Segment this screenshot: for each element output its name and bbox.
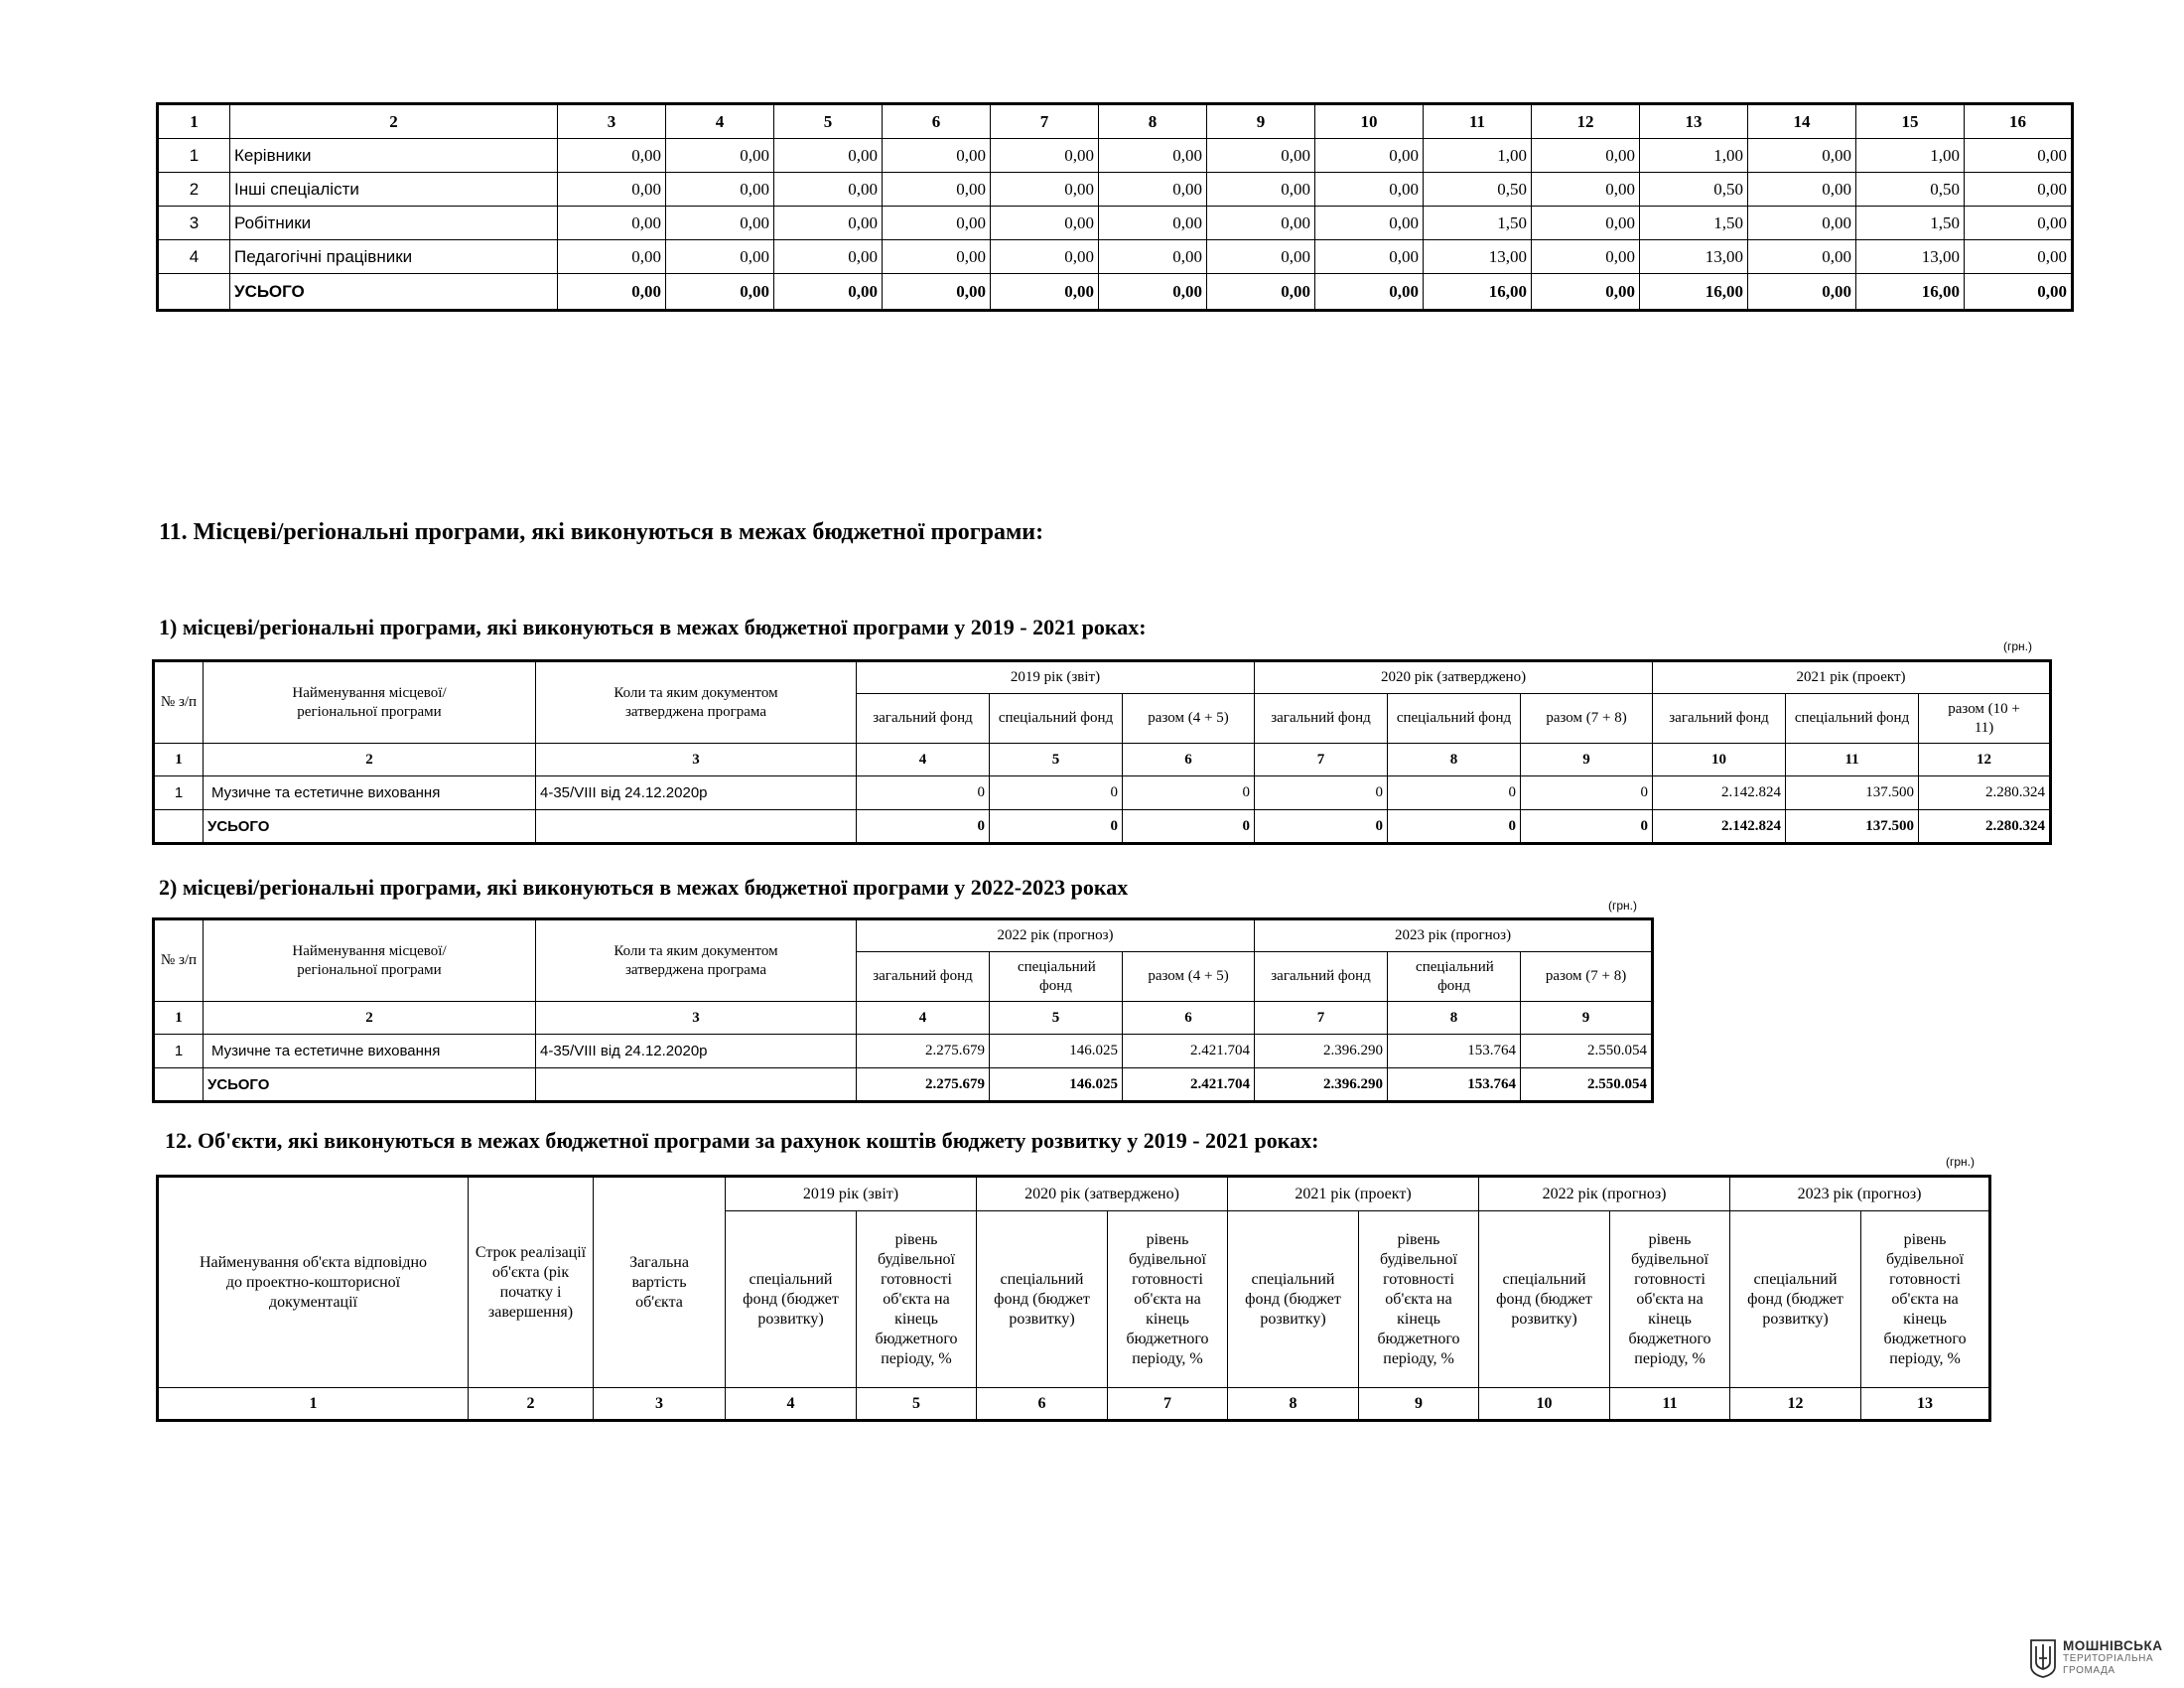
table-cell: 0,00 xyxy=(1965,240,2073,274)
table-row xyxy=(158,173,2073,207)
column-number: 13 xyxy=(1640,104,1748,139)
column-number: 10 xyxy=(1315,104,1424,139)
header-readiness-level: рівень будівельної готовності об'єкта на кінець бюджетного періоду, % xyxy=(857,1211,977,1388)
table-cell: 1,50 xyxy=(1424,207,1532,240)
unit-label: (грн.) xyxy=(2003,639,2033,653)
column-number: 4 xyxy=(857,1002,990,1035)
column-number: 3 xyxy=(536,744,857,776)
row-number: 1 xyxy=(154,1035,204,1068)
row-program-name: Музичне та естетичне виховання xyxy=(204,1035,536,1068)
capital-objects-table xyxy=(156,1175,1991,1422)
table-cell: 0 xyxy=(1255,776,1388,810)
header-year: 2019 рік (звіт) xyxy=(857,661,1255,694)
table-cell: 0,00 xyxy=(1748,139,1856,173)
header-approval-document: Коли та яким документом затверджена програма xyxy=(536,919,857,1002)
table-cell: 0,00 xyxy=(1207,139,1315,173)
table-cell: 0,00 xyxy=(666,173,774,207)
header-program-name: Найменування місцевої/регіональної програми xyxy=(204,661,536,744)
table-cell: 0,00 xyxy=(1965,173,2073,207)
column-number: 11 xyxy=(1786,744,1919,776)
column-number: 9 xyxy=(1521,1002,1653,1035)
column-number: 10 xyxy=(1653,744,1786,776)
column-number-row xyxy=(154,744,2051,776)
header-year: 2019 рік (звіт) xyxy=(726,1177,977,1211)
table-cell: 0,00 xyxy=(883,240,991,274)
table-cell: 0,00 xyxy=(1315,207,1424,240)
total-cell: 2.275.679 xyxy=(857,1068,990,1102)
table-cell: 146.025 xyxy=(990,1035,1123,1068)
table-cell: 2.142.824 xyxy=(1653,776,1786,810)
header-readiness-level: рівень будівельної готовності об'єкта на кінець бюджетного періоду, % xyxy=(1359,1211,1479,1388)
table-cell: 0,00 xyxy=(883,173,991,207)
table-cell: 0,00 xyxy=(1099,173,1207,207)
column-number: 1 xyxy=(154,1002,204,1035)
header-number: № з/п xyxy=(154,919,204,1002)
header-special-fund: спеціальний фонд (бюджет розвитку) xyxy=(726,1211,857,1388)
table-cell: 0,00 xyxy=(1532,139,1640,173)
column-number: 4 xyxy=(857,744,990,776)
table-cell: 0,00 xyxy=(1099,240,1207,274)
header-year: 2020 рік (затверджено) xyxy=(1255,661,1653,694)
header-general-fund: загальний фонд xyxy=(1255,952,1388,1002)
table-cell: 0,00 xyxy=(991,240,1099,274)
header-total: разом (4 + 5) xyxy=(1123,952,1255,1002)
total-cell: 0,00 xyxy=(1965,274,2073,311)
table-cell: 13,00 xyxy=(1640,240,1748,274)
column-number: 15 xyxy=(1856,104,1965,139)
table-cell: 0,50 xyxy=(1856,173,1965,207)
table-cell: 2.421.704 xyxy=(1123,1035,1255,1068)
column-number: 5 xyxy=(774,104,883,139)
table-cell: 0,50 xyxy=(1640,173,1748,207)
table-cell: 0 xyxy=(1388,776,1521,810)
header-special-fund: спеціальний фонд xyxy=(1388,694,1521,744)
total-cell: 0 xyxy=(857,810,990,844)
table-cell: 0 xyxy=(857,776,990,810)
table-cell: 0,00 xyxy=(1748,207,1856,240)
table-cell: 0,00 xyxy=(774,207,883,240)
table-cell: 0,00 xyxy=(1965,207,2073,240)
table-cell: 0,00 xyxy=(991,139,1099,173)
table-header-row xyxy=(158,1177,1990,1211)
column-number: 2 xyxy=(204,1002,536,1035)
section-11-subtitle-2: 2) місцеві/регіональні програми, які виконуються в межах бюджетної програми у 2022-2023 роках xyxy=(159,875,1129,900)
total-label: УСЬОГО xyxy=(204,810,536,844)
table-row xyxy=(158,240,2073,274)
column-number-row xyxy=(158,1388,1990,1421)
section-12-title: 12. Об'єкти, які виконуються в межах бюджетної програми за рахунок коштів бюджету розвитку у 2019 - 2021 роках: xyxy=(165,1128,1319,1153)
table-cell: 1,50 xyxy=(1856,207,1965,240)
header-special-fund: спеціальний фонд xyxy=(1388,952,1521,1002)
table-cell: 0,00 xyxy=(666,240,774,274)
column-number: 14 xyxy=(1748,104,1856,139)
logo-line-1: МОШНІВСЬКА xyxy=(2063,1638,2163,1653)
table-cell: 1,50 xyxy=(1640,207,1748,240)
table-cell: 0,00 xyxy=(1748,173,1856,207)
column-number: 3 xyxy=(536,1002,857,1035)
table-row xyxy=(154,776,2051,810)
column-number: 2 xyxy=(230,104,558,139)
row-number: 1 xyxy=(158,139,230,173)
column-number: 6 xyxy=(883,104,991,139)
table-row xyxy=(154,1035,1653,1068)
table-cell: 0,00 xyxy=(1532,207,1640,240)
table-cell: 2.550.054 xyxy=(1521,1035,1653,1068)
row-number: 4 xyxy=(158,240,230,274)
column-number: 7 xyxy=(1108,1388,1228,1421)
column-number: 9 xyxy=(1207,104,1315,139)
programs-2022-2023-table xyxy=(152,917,1654,1103)
total-cell: 146.025 xyxy=(990,1068,1123,1102)
unit-label: (грн.) xyxy=(1946,1155,1976,1169)
total-cell: 0,00 xyxy=(1532,274,1640,311)
column-number: 10 xyxy=(1479,1388,1610,1421)
table-header-row xyxy=(154,661,2051,694)
table-cell: 0,00 xyxy=(1315,139,1424,173)
header-readiness-level: рівень будівельної готовності об'єкта на кінець бюджетного періоду, % xyxy=(1610,1211,1730,1388)
header-total: разом (7 + 8) xyxy=(1521,694,1653,744)
total-cell: 2.280.324 xyxy=(1919,810,2051,844)
total-cell: 0,00 xyxy=(666,274,774,311)
header-general-fund: загальний фонд xyxy=(857,694,990,744)
column-number: 12 xyxy=(1532,104,1640,139)
total-cell: 16,00 xyxy=(1856,274,1965,311)
total-cell: 0 xyxy=(1521,810,1653,844)
header-year: 2021 рік (проект) xyxy=(1228,1177,1479,1211)
total-cell: 0,00 xyxy=(991,274,1099,311)
table-cell: 0 xyxy=(1521,776,1653,810)
table-cell: 1,00 xyxy=(1856,139,1965,173)
header-total: разом (4 + 5) xyxy=(1123,694,1255,744)
total-cell: 0,00 xyxy=(883,274,991,311)
table-cell: 13,00 xyxy=(1424,240,1532,274)
table-cell: 0,00 xyxy=(558,173,666,207)
table-cell: 0,00 xyxy=(1532,173,1640,207)
column-number: 7 xyxy=(1255,1002,1388,1035)
column-number: 13 xyxy=(1861,1388,1990,1421)
table-cell: 2.280.324 xyxy=(1919,776,2051,810)
table-cell: 0,00 xyxy=(1207,207,1315,240)
column-number: 3 xyxy=(594,1388,726,1421)
column-number-row xyxy=(154,1002,1653,1035)
table-cell: 0,00 xyxy=(991,173,1099,207)
table-row xyxy=(158,139,2073,173)
column-number: 7 xyxy=(1255,744,1388,776)
table-cell: 0,50 xyxy=(1424,173,1532,207)
header-total-cost: Загальна вартість об'єкта xyxy=(594,1177,726,1388)
table-header-row xyxy=(154,919,1653,952)
row-name: Робітники xyxy=(230,207,558,240)
header-object-name: Найменування об'єкта відповідно до проектно-кошторисної документації xyxy=(158,1177,469,1388)
header-number: № з/п xyxy=(154,661,204,744)
header-readiness-level: рівень будівельної готовності об'єкта на кінець бюджетного періоду, % xyxy=(1861,1211,1990,1388)
table-cell: 0 xyxy=(1123,776,1255,810)
header-special-fund: спеціальний фонд (бюджет розвитку) xyxy=(977,1211,1108,1388)
row-program-name: Музичне та естетичне виховання xyxy=(204,776,536,810)
empty-cell xyxy=(536,810,857,844)
table-cell: 0,00 xyxy=(1207,240,1315,274)
column-number: 1 xyxy=(158,1388,469,1421)
total-cell: 0,00 xyxy=(558,274,666,311)
column-number: 2 xyxy=(469,1388,594,1421)
total-cell: 0,00 xyxy=(1315,274,1424,311)
empty-cell xyxy=(536,1068,857,1102)
table-cell: 0,00 xyxy=(558,240,666,274)
total-cell: 153.764 xyxy=(1388,1068,1521,1102)
column-number: 5 xyxy=(990,744,1123,776)
total-label: УСЬОГО xyxy=(204,1068,536,1102)
row-approval-document: 4-35/VIII від 24.12.2020р xyxy=(536,776,857,810)
column-number: 8 xyxy=(1388,744,1521,776)
table-cell: 0,00 xyxy=(774,240,883,274)
column-number: 11 xyxy=(1424,104,1532,139)
column-number: 4 xyxy=(726,1388,857,1421)
table-cell: 0,00 xyxy=(1748,240,1856,274)
total-label: УСЬОГО xyxy=(230,274,558,311)
header-special-fund: спеціальний фонд (бюджет розвитку) xyxy=(1228,1211,1359,1388)
table-cell: 153.764 xyxy=(1388,1035,1521,1068)
column-number: 12 xyxy=(1919,744,2051,776)
programs-2019-2021-table xyxy=(152,659,2052,845)
table-cell: 0,00 xyxy=(883,207,991,240)
table-total-row xyxy=(158,274,2073,311)
row-name: Керівники xyxy=(230,139,558,173)
table-cell: 0,00 xyxy=(1315,173,1424,207)
header-total: разом (7 + 8) xyxy=(1521,952,1653,1002)
table-total-row xyxy=(154,810,2051,844)
column-number: 7 xyxy=(991,104,1099,139)
header-readiness-level: рівень будівельної готовності об'єкта на кінець бюджетного періоду, % xyxy=(1108,1211,1228,1388)
table-total-row xyxy=(154,1068,1653,1102)
unit-label: (грн.) xyxy=(1608,899,1638,913)
total-cell: 0,00 xyxy=(774,274,883,311)
column-number: 5 xyxy=(990,1002,1123,1035)
logo-line-3: ГРОМАДА xyxy=(2063,1665,2116,1676)
header-year: 2020 рік (затверджено) xyxy=(977,1177,1228,1211)
trident-icon xyxy=(2029,1638,2057,1678)
column-number: 9 xyxy=(1359,1388,1479,1421)
column-number: 5 xyxy=(857,1388,977,1421)
header-special-fund: спеціальний фонд xyxy=(990,952,1123,1002)
header-special-fund: спеціальний фонд (бюджет розвитку) xyxy=(1479,1211,1610,1388)
table-cell: 0,00 xyxy=(1965,139,2073,173)
section-11-title: 11. Місцеві/регіональні програми, які виконуються в межах бюджетної програми: xyxy=(159,519,1044,545)
row-number: 3 xyxy=(158,207,230,240)
table-cell: 2.275.679 xyxy=(857,1035,990,1068)
table-cell: 0,00 xyxy=(558,139,666,173)
staff-table xyxy=(156,102,2074,312)
column-number: 6 xyxy=(977,1388,1108,1421)
row-name: Педагогічні працівники xyxy=(230,240,558,274)
header-total: разом (10 + 11) xyxy=(1919,694,2051,744)
total-cell: 0,00 xyxy=(1748,274,1856,311)
total-cell: 0 xyxy=(1255,810,1388,844)
community-logo xyxy=(2029,1638,2178,1680)
header-term: Строк реалізації об'єкта (рік початку і завершення) xyxy=(469,1177,594,1388)
column-number: 8 xyxy=(1388,1002,1521,1035)
column-number: 3 xyxy=(558,104,666,139)
header-year: 2021 рік (проект) xyxy=(1653,661,2051,694)
header-special-fund: спеціальний фонд xyxy=(990,694,1123,744)
column-number: 9 xyxy=(1521,744,1653,776)
table-cell: 0,00 xyxy=(666,207,774,240)
column-number: 6 xyxy=(1123,744,1255,776)
total-cell: 0 xyxy=(1388,810,1521,844)
column-number: 16 xyxy=(1965,104,2073,139)
table-cell: 0,00 xyxy=(1207,173,1315,207)
total-cell: 0 xyxy=(990,810,1123,844)
empty-cell xyxy=(154,810,204,844)
row-name: Інші спеціалісти xyxy=(230,173,558,207)
column-number: 1 xyxy=(158,104,230,139)
table-cell: 0,00 xyxy=(774,173,883,207)
header-program-name: Найменування місцевої/регіональної програми xyxy=(204,919,536,1002)
header-general-fund: загальний фонд xyxy=(1255,694,1388,744)
table-cell: 1,00 xyxy=(1424,139,1532,173)
column-number: 2 xyxy=(204,744,536,776)
logo-line-2: ТЕРИТОРІАЛЬНА xyxy=(2063,1653,2154,1664)
total-cell: 2.396.290 xyxy=(1255,1068,1388,1102)
empty-cell xyxy=(154,1068,204,1102)
table-cell: 0 xyxy=(990,776,1123,810)
total-cell: 16,00 xyxy=(1424,274,1532,311)
column-number: 8 xyxy=(1228,1388,1359,1421)
header-year: 2023 рік (прогноз) xyxy=(1255,919,1653,952)
column-number: 12 xyxy=(1730,1388,1861,1421)
table-cell: 0,00 xyxy=(1099,139,1207,173)
header-year: 2022 рік (прогноз) xyxy=(857,919,1255,952)
table-header-row xyxy=(158,104,2073,139)
table-cell: 0,00 xyxy=(1532,240,1640,274)
total-cell: 0 xyxy=(1123,810,1255,844)
column-number: 4 xyxy=(666,104,774,139)
table-cell: 0,00 xyxy=(1099,207,1207,240)
column-number: 1 xyxy=(154,744,204,776)
total-cell: 2.421.704 xyxy=(1123,1068,1255,1102)
table-cell: 0,00 xyxy=(1315,240,1424,274)
header-general-fund: загальний фонд xyxy=(857,952,990,1002)
total-cell: 0,00 xyxy=(1207,274,1315,311)
total-cell: 137.500 xyxy=(1786,810,1919,844)
header-approval-document: Коли та яким документом затверджена програма xyxy=(536,661,857,744)
total-cell: 2.142.824 xyxy=(1653,810,1786,844)
column-number: 6 xyxy=(1123,1002,1255,1035)
row-number: 2 xyxy=(158,173,230,207)
table-row xyxy=(158,207,2073,240)
total-cell: 16,00 xyxy=(1640,274,1748,311)
table-cell: 0,00 xyxy=(774,139,883,173)
header-general-fund: загальний фонд xyxy=(1653,694,1786,744)
row-number: 1 xyxy=(154,776,204,810)
table-cell: 13,00 xyxy=(1856,240,1965,274)
total-cell: 0,00 xyxy=(1099,274,1207,311)
table-cell: 1,00 xyxy=(1640,139,1748,173)
table-cell: 2.396.290 xyxy=(1255,1035,1388,1068)
header-year: 2022 рік (прогноз) xyxy=(1479,1177,1730,1211)
header-special-fund: спеціальний фонд (бюджет розвитку) xyxy=(1730,1211,1861,1388)
empty-cell xyxy=(158,274,230,311)
column-number: 8 xyxy=(1099,104,1207,139)
table-cell: 0,00 xyxy=(991,207,1099,240)
table-cell: 0,00 xyxy=(883,139,991,173)
column-number: 11 xyxy=(1610,1388,1730,1421)
header-special-fund: спеціальний фонд xyxy=(1786,694,1919,744)
total-cell: 2.550.054 xyxy=(1521,1068,1653,1102)
header-year: 2023 рік (прогноз) xyxy=(1730,1177,1990,1211)
table-cell: 0,00 xyxy=(666,139,774,173)
row-approval-document: 4-35/VIII від 24.12.2020р xyxy=(536,1035,857,1068)
section-11-subtitle-1: 1) місцеві/регіональні програми, які виконуються в межах бюджетної програми у 2019 - 2021 роках: xyxy=(159,615,1147,639)
table-cell: 0,00 xyxy=(558,207,666,240)
table-cell: 137.500 xyxy=(1786,776,1919,810)
